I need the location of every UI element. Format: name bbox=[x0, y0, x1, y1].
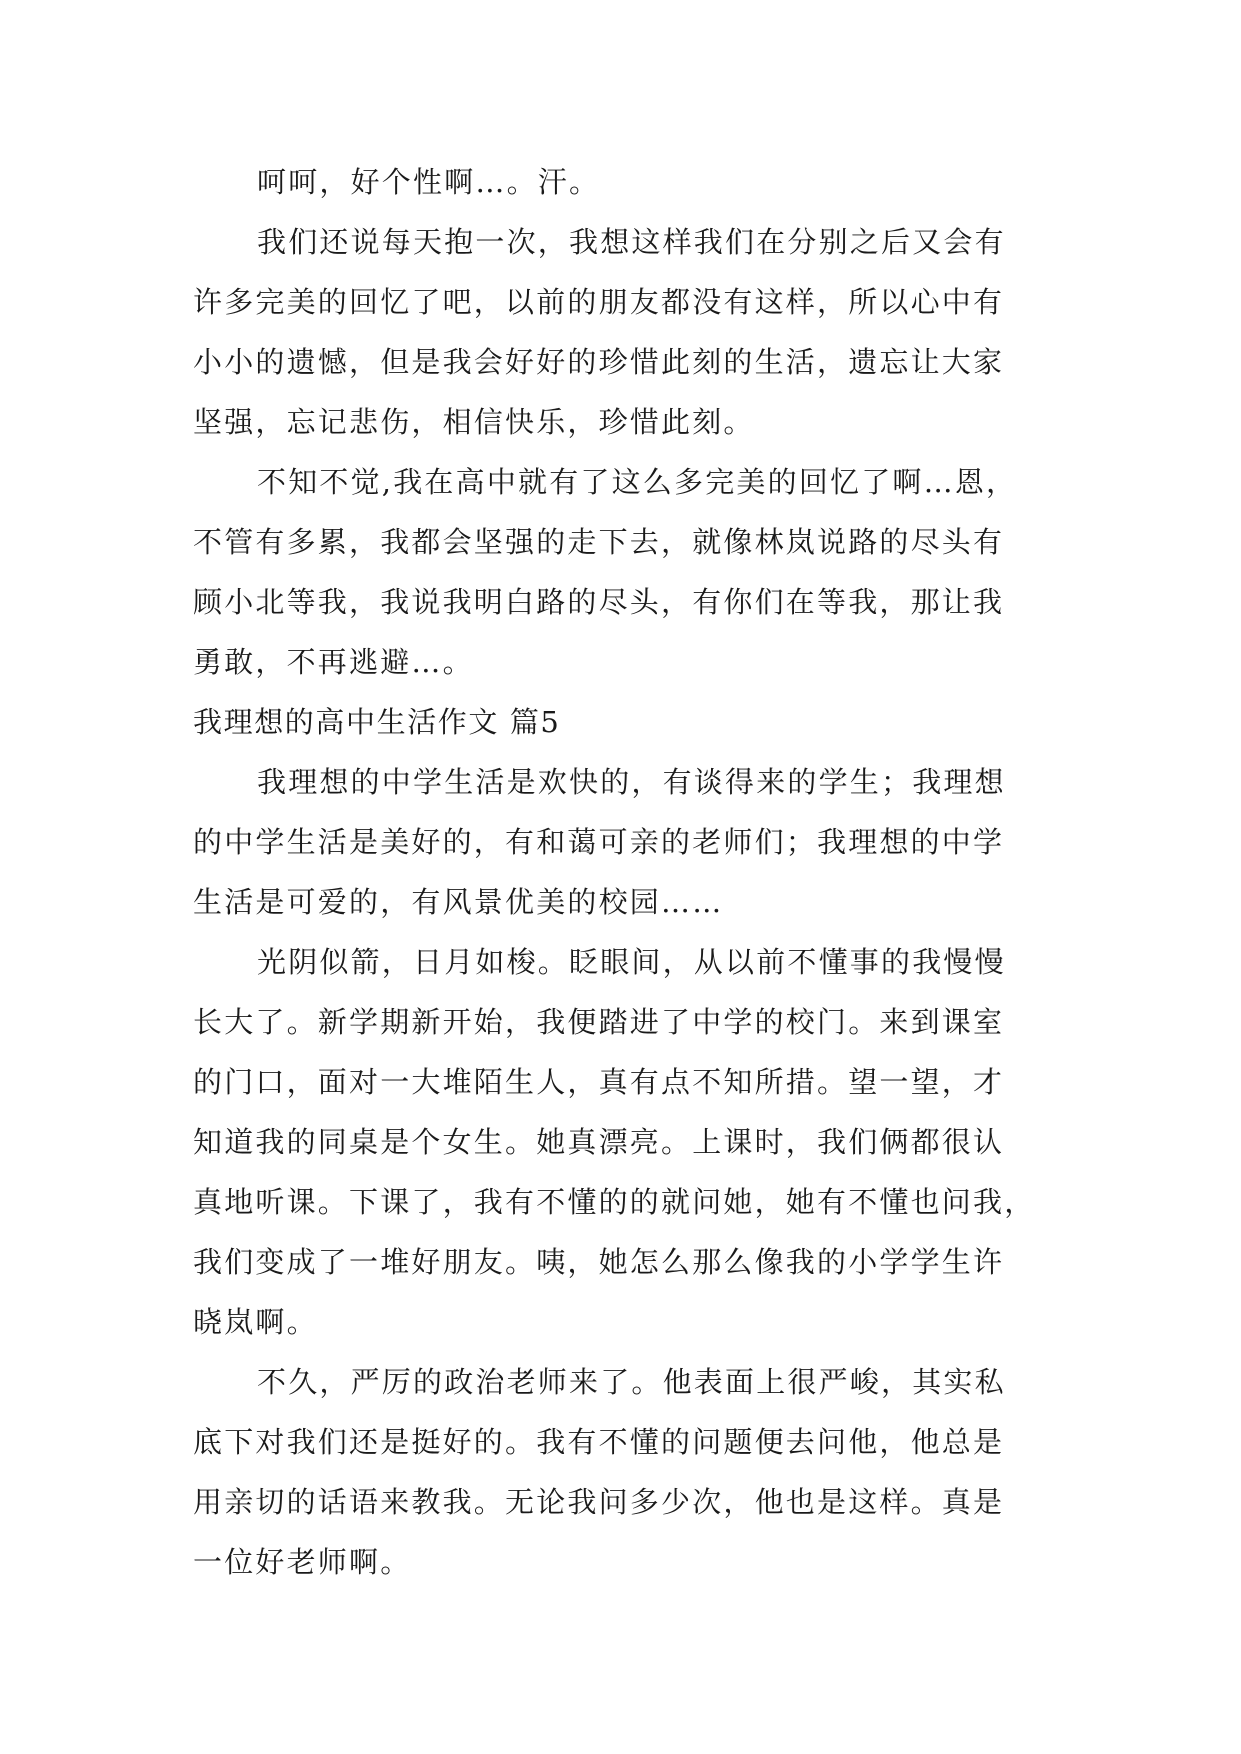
text-line: 真地听课。下课了，我有不懂的的就问她，她有不懂也问我， bbox=[193, 1185, 1036, 1219]
paragraph bbox=[193, 212, 1051, 452]
section-heading-text: 我理想的高中生活作文 篇5 bbox=[193, 705, 561, 739]
text-line: 不管有多累，我都会坚强的走下去，就像林岚说路的尽头有 bbox=[193, 525, 1005, 559]
text-line: 的门口，面对一大堆陌生人，真有点不知所措。望一望，才 bbox=[193, 1065, 1005, 1099]
text-line: 不久，严厉的政治老师来了。他表面上很严峻，其实私 bbox=[257, 1365, 1006, 1399]
paragraph bbox=[193, 932, 1051, 1352]
text-line: 一位好老师啊。 bbox=[193, 1545, 412, 1579]
text-line: 底下对我们还是挺好的。我有不懂的问题便去问他，他总是 bbox=[193, 1425, 1005, 1459]
text-line: 勇敢，不再逃避…。 bbox=[193, 645, 474, 679]
essay-text-top bbox=[193, 152, 1051, 1592]
text-line: 我理想的中学生活是欢快的，有谈得来的学生；我理想 bbox=[257, 765, 1006, 799]
text-line: 小小的遗憾，但是我会好好的珍惜此刻的生活，遗忘让大家 bbox=[193, 345, 1005, 379]
paragraph bbox=[193, 752, 1051, 932]
text-line: 许多完美的回忆了吧，以前的朋友都没有这样，所以心中有 bbox=[193, 285, 1005, 319]
text-line: 生活是可爱的，有风景优美的校园…… bbox=[193, 885, 724, 919]
paragraph bbox=[193, 1352, 1051, 1592]
paragraph bbox=[193, 452, 1051, 692]
text-line: 用亲切的话语来教我。无论我问多少次，他也是这样。真是 bbox=[193, 1485, 1005, 1519]
text-line: 我们变成了一堆好朋友。咦，她怎么那么像我的小学学生许 bbox=[193, 1245, 1005, 1279]
text-line: 呵呵，好个性啊…。汗。 bbox=[257, 165, 601, 199]
text-line: 知道我的同桌是个女生。她真漂亮。上课时，我们俩都很认 bbox=[193, 1125, 1005, 1159]
section-heading bbox=[193, 692, 1051, 752]
text-line: 顾小北等我，我说我明白路的尽头，有你们在等我，那让我 bbox=[193, 585, 1005, 619]
text-line: 光阴似箭，日月如梭。眨眼间，从以前不懂事的我慢慢 bbox=[257, 945, 1006, 979]
text-line: 我们还说每天抱一次，我想这样我们在分别之后又会有 bbox=[257, 225, 1006, 259]
text-line: 长大了。新学期新开始，我便踏进了中学的校门。来到课室 bbox=[193, 1005, 1005, 1039]
paragraph bbox=[193, 152, 1051, 212]
text-line: 的中学生活是美好的，有和蔼可亲的老师们；我理想的中学 bbox=[193, 825, 1005, 859]
text-line: 不知不觉,我在高中就有了这么多完美的回忆了啊…恩， bbox=[257, 465, 1018, 499]
text-line: 坚强，忘记悲伤，相信快乐，珍惜此刻。 bbox=[193, 405, 755, 439]
text-line: 晓岚啊。 bbox=[193, 1305, 318, 1339]
